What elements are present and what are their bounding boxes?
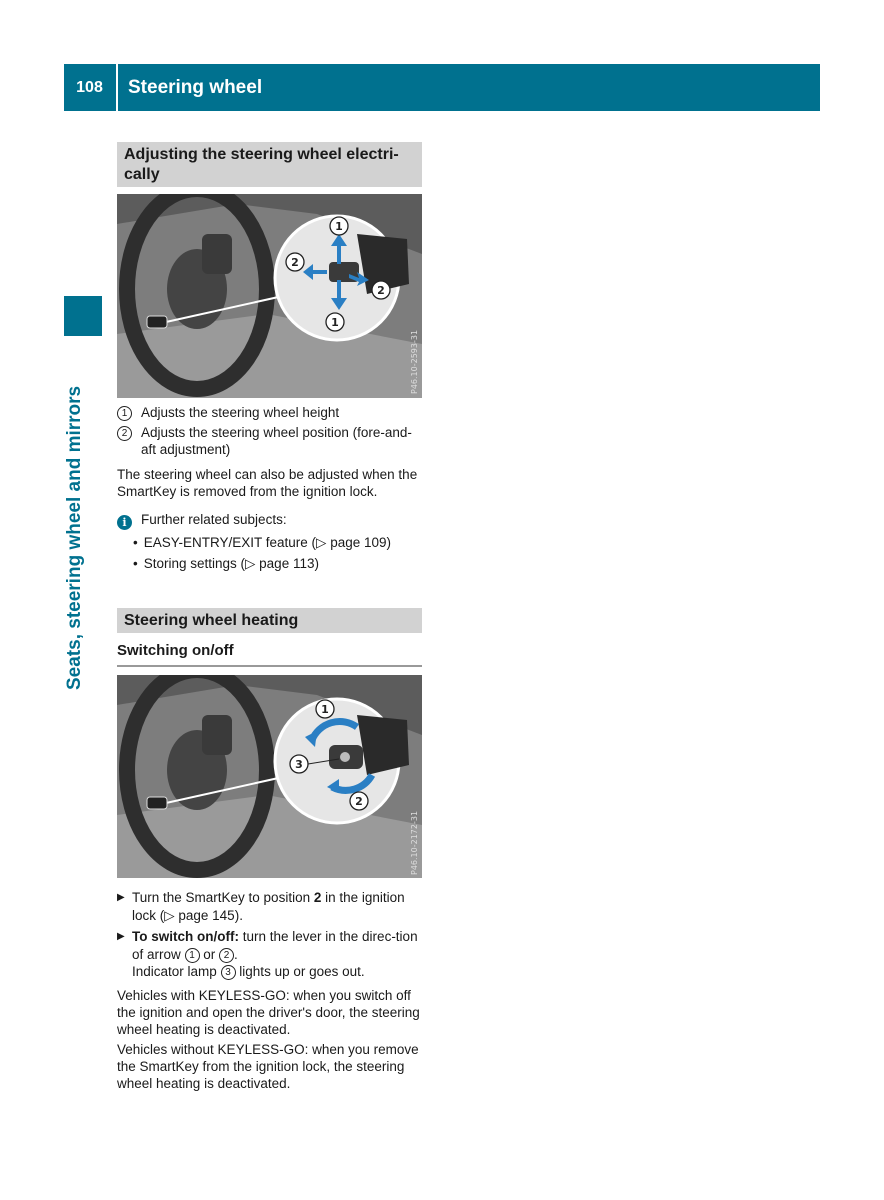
page-title: Steering wheel (128, 76, 263, 98)
callout-number: 3 (221, 965, 236, 980)
callout-number: 1 (185, 948, 200, 963)
page-header (64, 64, 820, 111)
steering-heating-illustration (117, 675, 422, 878)
related-subjects-list (133, 532, 423, 574)
paragraph-without-keyless-go: Vehicles without KEYLESS-GO: when you remove the SmartKey from the ignition lock, the steering wheel heating is deactivated. (117, 1042, 419, 1091)
figure-legend (117, 404, 422, 458)
step-emphasis: To switch on/off: (132, 929, 239, 944)
figure-code: P46.10-2593-31 (410, 329, 419, 394)
step-text: in the ignition lock (▷ page 145). (132, 890, 405, 923)
section-heading-adjusting (117, 142, 422, 187)
callout-number: 2 (219, 948, 234, 963)
section-heading-text: Adjusting the steering wheel electri-cally (124, 146, 399, 183)
step-text: lights up or goes out. (235, 964, 365, 979)
step-text: Indicator lamp (132, 964, 221, 979)
legend-item (117, 404, 422, 421)
figure-code: P46.10-2172-31 (410, 810, 419, 875)
legend-text: Adjusts the steering wheel height (141, 405, 340, 420)
step-text: . (234, 946, 238, 962)
header-divider (116, 64, 118, 111)
figure-steering-adjust (117, 194, 422, 398)
related-link-storing-settings[interactable]: • Storing settings (▷ page 113) (133, 553, 423, 574)
callout-number: 1 (117, 406, 132, 421)
steering-adjust-illustration (117, 194, 422, 398)
step-text: Turn the SmartKey to position (132, 890, 314, 905)
paragraph-keyless-go: Vehicles with KEYLESS-GO: when you switch off the ignition and open the driver's door, the steering wheel heating is deactivated. (117, 988, 420, 1037)
svg-text:1: 1 (335, 220, 343, 233)
svg-text:2: 2 (291, 256, 299, 269)
info-text: Further related subjects: (141, 512, 287, 527)
section-heading-text: Steering wheel heating (124, 612, 299, 629)
related-link-easy-entry[interactable]: • EASY-ENTRY/EXIT feature (▷ page 109) (133, 532, 423, 553)
step-arrow-icon: ▶ (117, 892, 125, 903)
svg-text:3: 3 (295, 758, 303, 771)
info-note (117, 511, 422, 530)
page-number: 108 (76, 78, 103, 96)
step-text: or (199, 946, 220, 962)
instruction-step-ignition (117, 889, 423, 924)
subheading-switching: Switching on/off (117, 642, 422, 667)
legend-item (117, 424, 422, 458)
svg-text:1: 1 (321, 703, 329, 716)
svg-text:2: 2 (355, 795, 363, 808)
info-icon: i (117, 515, 132, 530)
chapter-label: Seats, steering wheel and mirrors (64, 385, 85, 690)
svg-text:2: 2 (377, 284, 385, 297)
svg-text:1: 1 (331, 316, 339, 329)
callout-number: 2 (117, 426, 132, 441)
step-arrow-icon: ▶ (117, 931, 125, 942)
section-heading-heating (117, 608, 422, 633)
step-emphasis: 2 (313, 890, 322, 905)
figure-steering-heating (117, 675, 422, 878)
step-text: turn the lever in the direc-tion of arrow (132, 929, 418, 962)
paragraph-smartkey-removed: The steering wheel can also be adjusted when the SmartKey is removed from the ignition lock. (117, 467, 418, 499)
legend-text: Adjusts the steering wheel position (fore-and-aft adjustment) (141, 425, 412, 457)
instruction-step-switch (117, 928, 423, 981)
